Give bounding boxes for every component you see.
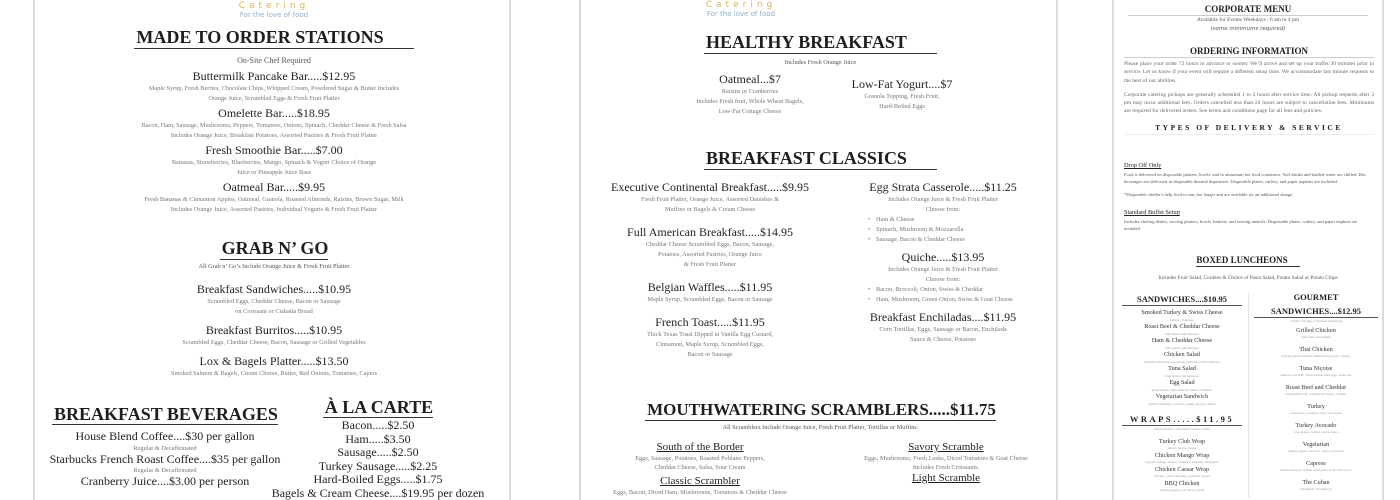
section-title: HEALTHY BREAKFAST — [704, 31, 937, 54]
item-description: Regular & Decaffeinated — [133, 467, 197, 474]
column-divider — [1248, 293, 1249, 498]
section-breakfast-classics — [581, 147, 1060, 170]
item-description: Lettuce, Tomatoes — [1169, 317, 1195, 322]
item-name: Cranberry Juice....$3.00 per person — [80, 474, 250, 488]
sandwich-item — [1122, 452, 1242, 466]
item-description: grilled veggies, avocado, pesto, provolone — [1288, 449, 1344, 453]
section-title: BOXED LUNCHEONS — [1196, 254, 1299, 267]
item-description: Low-Fat Cottage Cheese — [718, 108, 782, 115]
item-name: Bacon.....$2.50 — [341, 418, 415, 432]
item-description: green onions, dijon mustard, lettuce, tomatoes — [1151, 387, 1213, 392]
section-subtitle: Includes Fruit Salad, Cookies & Choice of Pasta Salad, Potato Salad or Potato Chips — [1158, 275, 1338, 281]
item-description: Smoked Salmon & Bagels, Cream Cheese, Butter, Red Onions, Tomatoes, Capers — [170, 370, 378, 377]
item-description: grilled vegetables, avocado, alfalfa sprouts, cheese — [1148, 401, 1216, 406]
item-description: turkey, bacon, cheese — [1167, 446, 1197, 450]
minimums-note: (some minimums required) — [1210, 26, 1286, 32]
section-sandwiches — [1122, 293, 1242, 494]
sandwich-item — [1254, 441, 1378, 460]
section-subtitle: Ciabatta, Hoagie, or Toasted Sourdough — [1289, 319, 1343, 323]
section-grab-n-go — [35, 237, 513, 385]
item-list — [802, 77, 1002, 114]
menu-item — [35, 143, 513, 178]
menu-item — [35, 453, 295, 476]
item-description: Granola Topping, Fresh Fruit, — [864, 93, 940, 100]
menu-item — [35, 69, 513, 104]
item-description: Orange Juice, Scrambled Eggs & Fresh Fruit Platter — [208, 95, 340, 102]
drop-off-note: *Disposable chaffer's help food to stay hot longer and are available for an additional charge. — [1124, 192, 1294, 197]
menu-item — [600, 315, 820, 360]
menu-item — [35, 475, 295, 489]
drop-off-text: Food is delivered on disposable platters, bowls, and in aluminum hot food containers. Soft drinks and bottled water are chilled. Hot beverages are delivered in disposable thermal dispensers. Disposable plates, cutlery, and paper napkins are included. — [1124, 172, 1366, 184]
item-description: albacore, red bell, olives, hard-boiled eggs, anchovies — [1280, 373, 1352, 377]
item-name: Egg Strata Casserole.....$11.25 — [869, 180, 1017, 194]
ordering-paragraph: Please place your order 72 hours in advance or sooner. We’ll arrive and set up your buffet 30 minutes prior to service. Let us know if your event will require a different setup time. We accommodate last minute requests to the best of our abilities. — [1124, 61, 1374, 84]
menu-item — [600, 225, 820, 270]
item-description: Includes Orange Juice, Breakfast Potatoes, Assorted Pastries & Fresh Fruit Platter — [170, 132, 378, 139]
menu-item — [260, 487, 496, 500]
logo — [35, 1, 513, 20]
item-description: Juice or Pineapple Juice Base — [236, 169, 312, 176]
item-description: with lettuce and tomatoes — [1165, 373, 1199, 378]
item-description: Fresh Fruit Platter, Orange Juice, Assorted Danishes & — [640, 196, 780, 203]
sandwich-item — [1122, 480, 1242, 494]
item-name: Egg Salad — [1169, 379, 1195, 386]
item-description: Includes Orange Juice & Fresh Fruit Platter — [888, 266, 998, 273]
section-title: MADE TO ORDER STATIONS — [134, 26, 413, 49]
item-name: Breakfast Burritos.....$10.95 — [205, 323, 343, 337]
item-option: • Ham & Cheese — [868, 215, 1018, 225]
buffet-setup-text: Includes chafing dishes, serving platters, bowls, baskets, and serving utensils. Disposable plates, cutlery, and paper napkins are included. — [1124, 219, 1358, 231]
item-name: Breakfast Enchiladas....$11.95 — [869, 310, 1017, 324]
section-title: SANDWICHES....$12.95 — [1254, 305, 1378, 318]
item-description: Raisins or Cranberries — [721, 88, 779, 95]
section-subtitle: All Grab n’ Go’s Include Orange Juice & Fresh Fruit Platter — [198, 263, 350, 270]
section-title: WRAPS.....$11.95 — [1122, 413, 1242, 426]
buffet-setup-title: Standard Buffet Setup — [1124, 209, 1180, 216]
item-name: Oatmeal...$7 — [719, 72, 781, 86]
section-title: BREAKFAST CLASSICS — [704, 147, 937, 170]
menu-item — [260, 473, 496, 487]
section-title: MOUTHWATERING SCRAMBLERS.....$11.75 — [647, 400, 996, 419]
section-title: À LA CARTE — [324, 397, 434, 417]
item-name: Breakfast Sandwiches.....$10.95 — [196, 282, 352, 296]
item-description: Includes Fresh Croissants. — [912, 464, 980, 471]
item-description: Eggs, Sausage, Potatoes, Roasted Poblano Peppers, — [635, 455, 765, 462]
section-title: CORPORATE MENU — [1128, 3, 1368, 16]
item-name: Bagels & Cream Cheese....$19.95 per dozen — [271, 485, 485, 500]
item-description: Corn Tortillas, Eggs, Sausage or Bacon, Enchilada — [879, 326, 1007, 333]
item-name: Grilled Chicken — [1296, 326, 1336, 334]
item-description: basil pesto and arugula — [1300, 335, 1332, 339]
item-description: Bacon or Sausage — [687, 351, 733, 358]
item-description: peppers, mango, lettuce, tomatoes, balsamic vinaigrette — [1145, 460, 1219, 464]
item-name: Lox & Bagels Platter.....$13.50 — [199, 354, 349, 368]
item-description: with lettuce and tomatoes — [1165, 345, 1199, 350]
menu-item — [836, 472, 1056, 485]
item-name: Chicken Salad — [1164, 351, 1200, 358]
item-name: French Toast.....$11.95 — [655, 315, 765, 329]
item-name: Low-Fat Yogurt....$7 — [851, 77, 953, 91]
item-description: Includes Orange Juice, Assorted Pastries, Individual Yogurts & Fresh Fruit Platter — [170, 206, 378, 213]
item-description: sweet peas, cranberry aioli, brie cheese — [1290, 411, 1342, 415]
item-option: • Bacon, Broccoli, Onion, Swiss & Cheddar — [868, 285, 1018, 295]
menu-page-corporate — [1112, 0, 1384, 500]
item-list — [35, 69, 513, 215]
item-option: • Spinach, Mushroom & Mozzarella — [868, 225, 1018, 235]
sandwich-item — [1122, 379, 1242, 393]
section-title: SANDWICHES....$10.95 — [1122, 293, 1242, 306]
section-ordering-info — [1124, 45, 1374, 135]
item-description: Includes Fresh fruit, Whole Wheat Bagels, — [696, 98, 804, 105]
section-title: ORDERING INFORMATION — [1124, 45, 1374, 58]
section-title: TYPES OF DELIVERY & SERVICE — [1124, 122, 1374, 135]
item-list — [35, 430, 295, 489]
logo-brand: Catering — [238, 1, 310, 11]
item-name: Chicken Mango Wrap — [1154, 451, 1210, 459]
item-description: Thick Texas Toast Dipped in Vanilla Egg Custard, — [646, 331, 774, 338]
item-name: Vegetarian Sandwich — [1155, 393, 1209, 400]
menu-page-breakfast — [579, 0, 1058, 500]
item-name: Caprese — [1306, 459, 1326, 467]
drop-off-title: Drop Off Only — [1124, 162, 1162, 169]
item-list — [1254, 327, 1378, 498]
item-name: Hard-Boiled Eggs.....$1.75 — [313, 472, 443, 486]
item-name: Quiche.....$13.95 — [901, 250, 985, 264]
section-a-la-carte — [260, 397, 496, 500]
section-title: GRAB N’ GO — [221, 238, 329, 258]
menu-item — [260, 433, 496, 447]
item-description: Maple Syrup, Fresh Berries, Chocolate Chips, Whipped Cream, Powdered Sugar & Butter Includes — [148, 85, 400, 92]
menu-item — [35, 180, 513, 215]
item-name: Omelette Bar.....$18.95 — [218, 106, 330, 120]
menu-item — [35, 354, 513, 379]
item-list — [1122, 438, 1242, 494]
item-name: Roast Beef & Cheddar Cheese — [1144, 323, 1220, 330]
item-name: Executive Continental Breakfast.....$9.95 — [611, 180, 809, 194]
sandwich-item — [1122, 365, 1242, 379]
item-name: Oatmeal Bar.....$9.95 — [222, 180, 326, 194]
item-list — [600, 180, 820, 370]
logo-tagline: For the love of food — [706, 10, 776, 18]
item-name: Smoked Turkey & Swiss Cheese — [1141, 309, 1223, 316]
item-name: Buttermilk Pancake Bar.....$12.95 — [192, 69, 356, 83]
item-name: Turkey — [1307, 402, 1325, 410]
item-list — [35, 282, 513, 379]
sandwich-item — [1254, 422, 1378, 441]
menu-item — [35, 282, 513, 317]
menu-item — [35, 106, 513, 141]
item-name: Savory Scramble — [908, 441, 984, 453]
item-name: Ham & Cheddar Cheese — [1151, 337, 1213, 344]
item-name: Turkey Avocado — [1295, 421, 1337, 429]
menu-item — [600, 280, 820, 305]
sandwich-item — [1254, 365, 1378, 384]
availability: Available for Events Weekdays / 6 am to 4 pm — [1196, 17, 1300, 23]
item-description: Choose from: — [925, 276, 961, 283]
item-description: crisp greens, tomato, lemon mayo — [1293, 430, 1339, 434]
item-list — [590, 441, 810, 500]
item-name: Full American Breakfast.....$14.95 — [627, 225, 793, 239]
section-corporate-menu — [1114, 3, 1382, 33]
item-description: Scrambled Eggs, Cheddar Cheese, Bacon or Sausage — [207, 298, 341, 305]
item-name: House Blend Coffee....$30 per gallon — [75, 429, 255, 443]
item-description: blended with herbs and onions with lettuce and tomatoes — [1144, 359, 1220, 364]
section-boxed-luncheons — [1114, 250, 1382, 284]
item-description: Eggs, Mushrooms, Fresh Leeks, Diced Tomatoes & Goat Cheese — [864, 455, 1028, 462]
section-healthy-breakfast — [581, 31, 1060, 69]
cancellation-paragraph: Corporate catering pickups are generally scheduled 1 to 2 hours after service time. All pickup requests after 3 pm may incur additional fees. Orders cancelled less than 24 hours are subject to cancellation fees. Minimums are required for delivered orders. See terms and conditions page for all fees and policies. — [1124, 91, 1374, 115]
item-name: BBQ Chicken — [1164, 479, 1200, 487]
menu-item — [836, 441, 1056, 472]
item-description: & Fresh Fruit Platter — [683, 261, 737, 268]
menu-item — [868, 250, 1018, 305]
item-description: Eggs, Bacon, Diced Ham, Mushrooms, Tomatoes & Cheddar Cheese — [613, 489, 787, 496]
item-name: Turkey Sausage.....$2.25 — [318, 458, 438, 473]
item-description: Hard-Boiled Eggs — [879, 103, 925, 110]
item-name: Ham.....$3.50 — [345, 431, 411, 446]
logo — [581, 0, 901, 19]
section-title: BREAKFAST BEVERAGES — [54, 404, 278, 424]
item-list — [1122, 309, 1242, 407]
item-description: teriyaki glazed chicken, melted Gorgonzola, cilantro — [1281, 354, 1351, 358]
item-name: Fresh Smoothie Bar.....$7.00 — [205, 143, 343, 157]
section-made-to-order — [35, 26, 513, 217]
sandwich-item — [1254, 479, 1378, 498]
item-name: Thai Chicken — [1299, 345, 1333, 353]
item-description: with lettuce and tomatoes — [1165, 331, 1199, 336]
item-list — [260, 419, 496, 500]
item-description: Muffins or Bagels & Cream Cheese — [664, 206, 756, 213]
menu-item — [600, 180, 820, 215]
menu-item — [868, 180, 1018, 245]
section-title: GOURMET — [1293, 292, 1339, 302]
sandwich-item — [1122, 393, 1242, 407]
item-description: Includes Orange Juice & Fresh Fruit Platter — [888, 196, 998, 203]
menu-item — [35, 430, 295, 453]
menu-item — [35, 323, 513, 348]
item-description: Cheddar Cheese Scrambled Eggs, Bacon, Sausage, — [645, 241, 775, 248]
sandwich-item — [1254, 327, 1378, 346]
section-scramblers — [581, 399, 1060, 434]
item-description: Bananas, Strawberries, Blueberries, Mango, Spinach & Yogurt Choice of Orange — [171, 159, 377, 166]
item-name: Roast Beef and Cheddar — [1285, 383, 1347, 391]
item-description: Roma tomatoes, buffalo mozzarella, fresh basil, pesto — [1280, 468, 1352, 472]
item-description: Sauce & Cheese, Potatoes — [910, 336, 976, 343]
item-description: Bacon, Ham, Sausage, Mushrooms, Peppers, Tomatoes, Onions, Spinach, Cheddar Cheese & Fresh Salsa — [141, 122, 407, 129]
item-description: Scrambled Eggs, Cheddar Cheese, Bacon, Sausage or Grilled Vegetables — [182, 339, 366, 346]
section-beverages — [35, 404, 295, 489]
item-list — [836, 441, 1056, 485]
item-option: • Sausage, Bacon & Cheddar Cheese — [868, 235, 1018, 245]
menu-item — [260, 446, 496, 460]
section-delivery-types — [1124, 161, 1374, 232]
sandwich-item — [1122, 337, 1242, 351]
item-option: • Ham, Mushroom, Green Onion, Swiss & Goat Cheese — [868, 295, 1018, 305]
sandwich-item — [1254, 403, 1378, 422]
sandwich-item — [1122, 466, 1242, 480]
item-description: Potatoes, Assorted Pastries, Orange Juice — [658, 251, 762, 258]
item-description: chicken, caesar dressing, parmesan cheese — [1154, 474, 1210, 478]
item-description: (minimum 10 required) — [1300, 487, 1332, 491]
item-name: Tuna Salad — [1168, 365, 1196, 372]
item-description: on Croissant or Ciabatta Bread — [235, 308, 313, 315]
logo-brand: Catering — [705, 0, 777, 10]
section-subtitle: All Scramblers Include Orange Juice, Fresh Fruit Platter, Tortillas or Muffins. — [722, 424, 919, 431]
item-description: Choose from: — [925, 206, 961, 213]
item-description: Regular & Decaffeinated — [133, 444, 197, 452]
item-description: Fresh Bananas & Cinnamon Apples, Oatmeal, Granola, Roasted Almonds, Raisins, Brown Sugar, Milk — [144, 196, 404, 203]
sandwich-item — [1122, 309, 1242, 323]
item-name: Tuna Niçoise — [1299, 364, 1333, 372]
item-name: Starbucks French Roast Coffee....$35 per gallon — [49, 451, 281, 466]
menu-item — [590, 441, 810, 472]
section-subtitle: Includes Fresh Orange Juice — [784, 59, 857, 66]
item-list — [868, 180, 1018, 350]
section-gourmet-sandwiches — [1254, 291, 1378, 498]
item-name: Sausage.....$2.50 — [337, 445, 419, 459]
item-description: roasted peppers, red onion, gouda — [1159, 488, 1205, 492]
logo-tagline: For the love of food — [239, 11, 309, 19]
item-name: Classic Scrambler — [660, 475, 740, 487]
sandwich-item — [1122, 323, 1242, 337]
section-subtitle: Whole Wheat or Sun-dried Tomato Tortilla — [1153, 427, 1211, 431]
sandwich-item — [1254, 460, 1378, 479]
item-description: Maple Syrup, Scrambled Eggs, Bacon or Sausage — [647, 296, 773, 303]
menu-item — [260, 460, 496, 474]
sandwich-item — [1122, 438, 1242, 452]
item-name: Turkey Club Wrap — [1158, 437, 1206, 445]
item-description: horseradish aioli, caramelized onions, cheddar — [1285, 392, 1347, 396]
sandwich-item — [1122, 351, 1242, 365]
item-name: Chicken Caesar Wrap — [1155, 465, 1209, 473]
item-name: Belgian Waffles.....$11.95 — [647, 280, 773, 294]
sandwich-item — [1254, 384, 1378, 403]
menu-item — [590, 475, 810, 497]
section-subtitle: On-Site Chef Required — [237, 56, 311, 65]
menu-item — [802, 77, 1002, 112]
menu-item — [868, 310, 1018, 345]
menu-page-stations — [33, 0, 511, 500]
item-description: Cinnamon, Maple Syrup, Scrambled Eggs, — [656, 341, 764, 348]
item-name: Light Scramble — [911, 472, 981, 484]
item-name: The Cuban — [1302, 478, 1330, 486]
sandwich-item — [1254, 346, 1378, 365]
menu-item — [260, 419, 496, 433]
item-name: South of the Border — [656, 441, 744, 453]
item-name: Vegetarian — [1302, 440, 1330, 448]
item-description: Cheddar Cheese, Salsa, Sour Cream — [654, 464, 746, 471]
